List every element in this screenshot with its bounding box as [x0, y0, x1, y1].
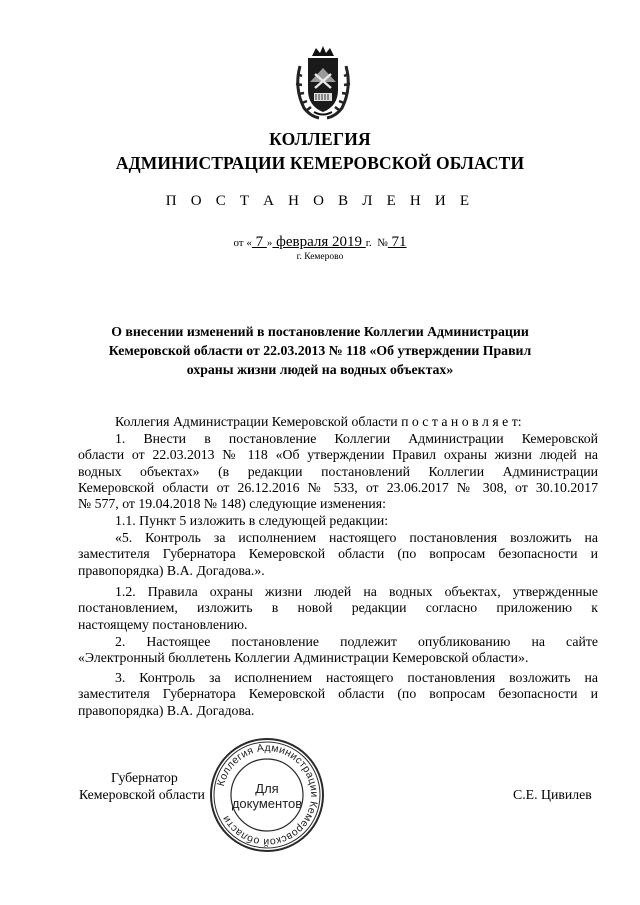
date-day: 7 — [251, 234, 267, 250]
intro-paragraph: Коллегия Администрации Кемеровской области п о с т а н о в л я е т: — [115, 414, 522, 429]
text-line: заместителя Губернатора Кемеровской области (по вопросам безопасности и — [78, 686, 598, 702]
signatory-region: Кемеровской области — [79, 787, 205, 802]
text-line: «Электронный бюллетень Коллегии Администрации Кемеровской области». — [78, 650, 529, 666]
text-line: 3. Контроль за исполнением настоящего постановления возложить на — [115, 670, 598, 685]
text-line: 1.2. Правила охраны жизни людей на водных объектах, утвержденные — [115, 584, 598, 599]
date-prefix: от « — [233, 237, 252, 249]
organization-title: КОЛЛЕГИЯ — [269, 129, 371, 149]
text-line: Кемеровской области от 26.12.2016 № 533, от 23.06.2017 № 308, от 30.10.2017 — [78, 479, 598, 495]
signatory-position: Губернатор — [111, 770, 178, 785]
subject-line: О внесении изменений в постановление Коллегии Администрации — [111, 324, 529, 339]
stamp-ring-text: Коллегия Администрации Кемеровской области — [214, 741, 321, 849]
signatory-name: С.Е. Цивилев — [513, 787, 592, 802]
date-quote: » — [266, 237, 273, 249]
organization-subtitle: АДМИНИСТРАЦИИ КЕМЕРОВСКОЙ ОБЛАСТИ — [115, 153, 525, 173]
coat-of-arms-icon — [292, 44, 354, 122]
city: г. Кемерово — [296, 252, 344, 262]
paragraph-1-1: 1.1. Пункт 5 изложить в следующей редакции: — [115, 513, 389, 528]
text-line: 2. Настоящее постановление подлежит опубликованию на сайте — [115, 634, 598, 649]
document-type: П О С Т А Н О В Л Е Н И Е — [165, 193, 475, 209]
paragraph-3 — [78, 670, 598, 719]
round-stamp-icon — [209, 737, 325, 853]
stamp-center-line1: Для — [255, 781, 279, 796]
text-line: правопорядка) В.А. Догадова. — [78, 702, 255, 718]
text-line: настоящему постановлению. — [78, 616, 248, 632]
paragraph-2 — [78, 634, 598, 667]
subject-line: Кемеровской области от 22.03.2013 № 118 «Об утверждении Правил — [108, 343, 532, 358]
quoted-paragraph — [78, 530, 598, 579]
date-number-line — [0, 234, 640, 251]
number-sign: № — [377, 237, 388, 249]
text-line: заместителя Губернатора Кемеровской области (по вопросам безопасности и — [78, 546, 598, 562]
date-month-year: февраля 2019 — [272, 234, 366, 250]
text-line: постановлением, изложить в новой редакции согласно приложению к — [78, 600, 598, 616]
stamp-center-line2: документов — [231, 796, 303, 811]
paragraph-1 — [78, 431, 598, 512]
subject-line: охраны жизни людей на водных объектах» — [186, 362, 454, 377]
text-line: правопорядка) В.А. Догадова.». — [78, 562, 265, 578]
text-line: «5. Контроль за исполнением настоящего постановления возложить на — [115, 530, 598, 545]
text-line: № 577, от 19.04.2018 № 148) следующие изменения: — [78, 496, 386, 512]
text-line: водных объектах» (в редакции постановлений Коллегии Администрации — [78, 463, 598, 479]
document-number: 71 — [387, 234, 407, 250]
text-line: области от 22.03.2013 № 118 «Об утверждении Правил охраны жизни людей на — [78, 447, 598, 463]
document-subject — [70, 322, 570, 379]
date-year-suffix: г. — [365, 237, 372, 249]
text-line: 1. Внести в постановление Коллегии Администрации Кемеровской — [115, 431, 598, 446]
paragraph-1-2 — [78, 584, 598, 633]
